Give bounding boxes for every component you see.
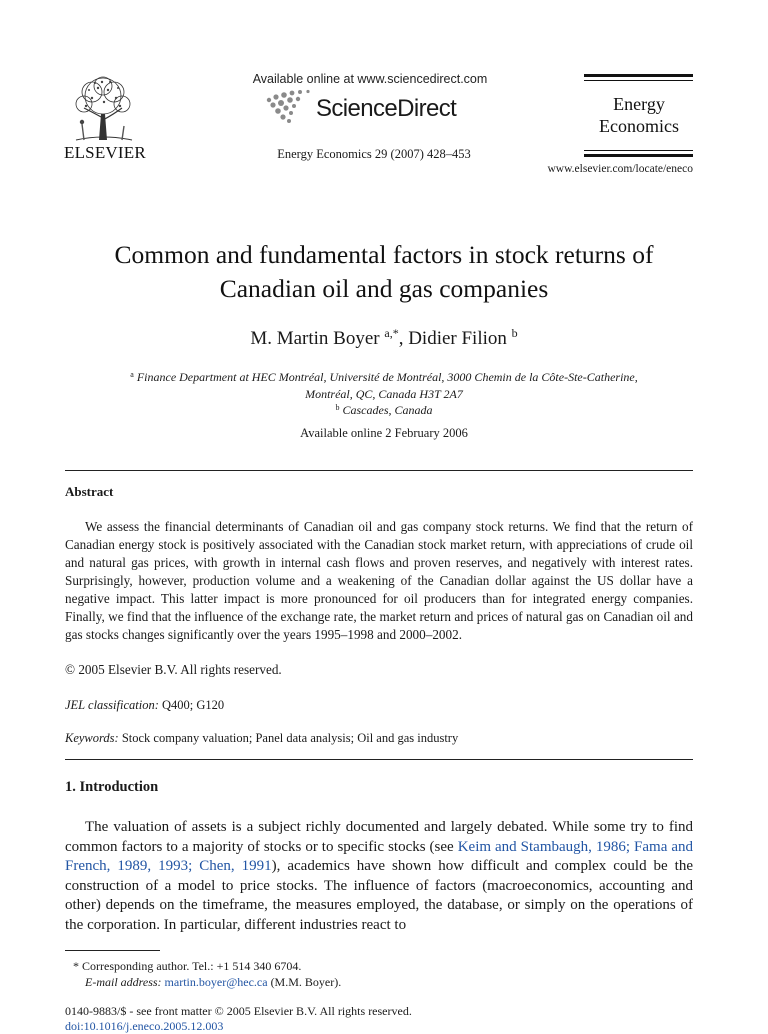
author-list: [60, 326, 708, 350]
available-online-banner: Available online at www.sciencedirect.com: [252, 72, 488, 86]
affiliation-b: [60, 400, 708, 419]
email-label: E-mail address:: [85, 975, 162, 989]
publisher-wordmark: ELSEVIER: [64, 143, 146, 162]
author-name: M. Martin Boyer: [250, 328, 380, 349]
abstract-text: We assess the financial determinants of Canadian oil and gas company stock returns. We find that the return of Canadian energy stock is positively associated with the Canadian stock market return, with appreciations of crude oil and natural gas prices, with growth in internal cash flows and proven reserves, and negatively with interest rates. Surprisingly, however, production volume and a weakening of the Canadian dollar against the US dollar have a negative impact. This latter impact is more pronounced for oil producers than for integrated energy companies. Finally, we find that the influence of the exchange rate, the market return and prices of natural gas on Canadian oil and gas stocks changes significantly over the years 1995–1998 and 2000–2002.: [65, 519, 693, 642]
author-separator: ,: [398, 328, 409, 349]
abstract-heading: Abstract: [65, 484, 114, 499]
keywords: [65, 731, 458, 746]
jel-codes: Q400; G120: [158, 698, 225, 712]
keywords-label: Keywords:: [65, 731, 119, 745]
affiliation-text: Finance Department at HEC Montréal, Université de Montréal, 3000 Chemin de la Côte-Ste-Catherine,: [136, 370, 638, 384]
section-divider: [65, 470, 693, 471]
journal-rule-top: [584, 74, 693, 77]
body-text: ), academics have shown how difficult and complex could be the construction of a model to price stocks. The influence of factors (macroeconomics, accounting and other) depends on the timeframe, the measures employed, the database, or simply on the operations of the corporation. In particular, different industries react to: [65, 858, 694, 933]
email-note: [85, 975, 341, 990]
introduction-text: [65, 818, 693, 936]
affiliation-text: Cascades, Canada: [342, 403, 433, 417]
jel-label: JEL classification:: [65, 698, 159, 712]
available-online-date: Available online 2 February 2006: [300, 426, 468, 440]
journal-rule-top-thin: [584, 80, 693, 81]
paper-title-line2: Canadian oil and gas companies: [219, 274, 549, 303]
journal-rule-bottom-thin: [584, 150, 693, 151]
journal-url-link[interactable]: www.elsevier.com/locate/eneco: [547, 163, 693, 175]
author-name: Didier Filion: [408, 328, 507, 349]
journal-title-line1: Energy: [613, 94, 665, 114]
paper-title-line1: Common and fundamental factors in stock returns of: [114, 240, 654, 269]
email-link[interactable]: martin.boyer@hec.ca: [164, 975, 268, 989]
keywords-list: Stock company valuation; Panel data analysis; Oil and gas industry: [118, 731, 459, 745]
journal-rule-bottom: [584, 154, 693, 157]
journal-title-line2: Economics: [599, 116, 679, 136]
affiliation-text: Montréal, QC, Canada H3T 2A7: [305, 386, 463, 401]
affiliation-a: [60, 367, 708, 402]
footnote-rule: [65, 950, 160, 951]
affiliation-marker[interactable]: b: [511, 326, 518, 340]
affiliation-marker: b: [335, 403, 340, 412]
journal-citation: Energy Economics 29 (2007) 428–453: [277, 147, 471, 161]
issn-line: 0140-9883/$ - see front matter © 2005 Elsevier B.V. All rights reserved.: [65, 1004, 412, 1018]
paper-title: [60, 238, 708, 306]
body-text: The valuation of assets is a subject richly documented and largely debated. While some try to find common factors to a majority of stocks or to specific stocks (see: [65, 819, 693, 855]
introduction-heading: 1. Introduction: [65, 779, 159, 795]
journal-title: [584, 93, 694, 137]
sciencedirect-wordmark: ScienceDirect: [316, 95, 457, 122]
citation-link[interactable]: Keim and Stambaugh, 1986; Fama and French, 1989, 1993; Chen, 1991: [65, 838, 693, 875]
section-divider: [65, 759, 693, 760]
affiliation-marker[interactable]: a,*: [384, 326, 399, 340]
corresponding-author-note: * Corresponding author. Tel.: +1 514 340 6704.: [73, 959, 302, 973]
affiliation-marker: a: [130, 370, 134, 379]
email-suffix: (M.M. Boyer).: [267, 975, 342, 989]
doi-link[interactable]: doi:10.1016/j.eneco.2005.12.003: [65, 1019, 224, 1033]
jel-classification: [65, 698, 224, 713]
copyright-notice: © 2005 Elsevier B.V. All rights reserved.: [65, 662, 282, 677]
